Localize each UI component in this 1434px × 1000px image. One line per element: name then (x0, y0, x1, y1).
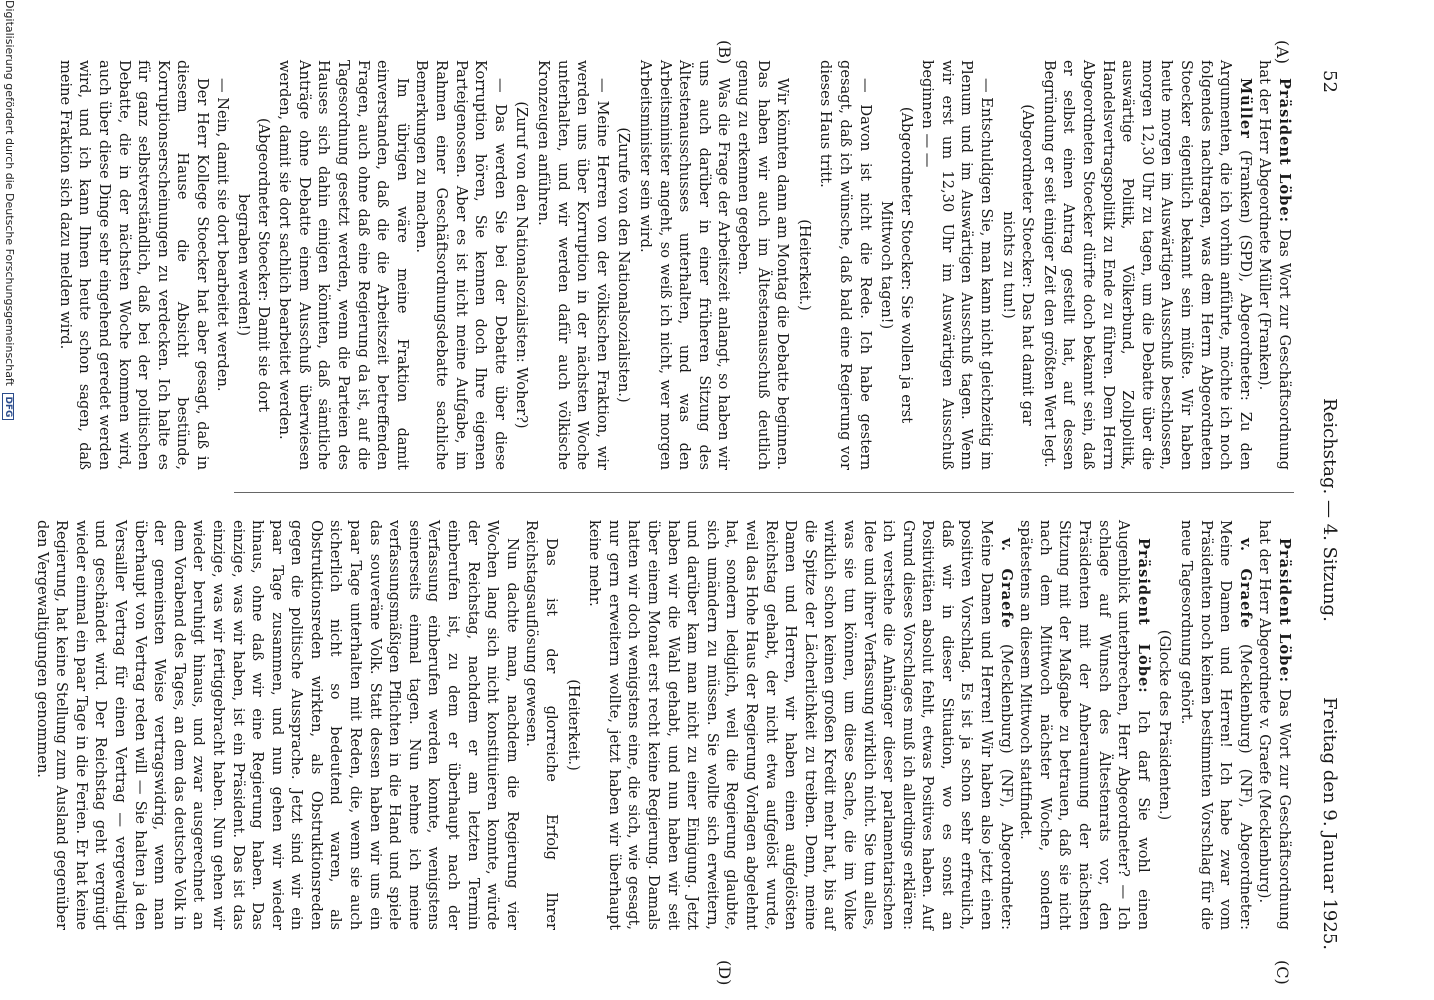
speech-paragraph (1255, 520, 1294, 930)
speech-text: — Nein, damit sie dort bearbeitet werden. (213, 78, 231, 392)
speaker-name: Präsident Löbe: (1276, 78, 1293, 224)
speech-paragraph (533, 60, 611, 470)
page-header (1314, 70, 1342, 950)
stage-direction: (Glocke des Präsidenten.) (1156, 629, 1174, 821)
speech-paragraph (212, 60, 232, 470)
stage-direction: (Zurufe von den Nationalsozialisten.) (615, 127, 633, 403)
speech-text: (Mecklenburg) (NF), Abgeordneter: Meine Damen und Herren! Wir haben also jetzt einen positiven Vorschlag. Es ist ja schon sehr erfreulich, daß wir in dieser Situation, wo es sonst an Positivitäten absolut fehlt, etwas Positives haben. Auf Grund dieses Vorschlages muß ich allerdings erklären: ich verstehe die Anhänger dieser parlamentarischen Idee und ihrer Verfassung wirklich nicht. Sie tun alles, was sie tun können, um diese Sache, die im Volke wirklich schon keinen großen Kredit mehr hat, bis auf die Spitze der Lächerlichkeit zu treiben. Denn, meine Damen und Herren, wir haben einen aufgelösten Reichstag gehabt, der nicht etwa aufgelöst wurde, weil das Hohe Haus der Regierung Vorlagen abgelehnt hat, sondern lediglich, weil die Regierung glaubte, sich umändern zu müssen. Sie wollte sich erweitern, und darüber kam man nicht zu einer Einigung. Jetzt haben wir die Wahl gehabt, und nun haben wir seit über einem Monat erst recht keine Regierung. Damals hatten wir doch wenigstens eine, die sich, wie gesagt, nur gern erweitern wollte, jetzt haben wir überhaupt keine mehr. (586, 520, 1015, 930)
speech-text: Das ist der glorreiche Erfolg Ihrer Reichstagsauflösung gewesen. (523, 520, 561, 930)
margin-marker-a: (A) (1273, 40, 1292, 65)
header-date: Freitag den 9. Januar 1925. (1319, 697, 1340, 950)
speech-text: Was die Frage der Arbeitszeit anlangt, so haben wir uns auch darüber in einer früheren Sitzung des Ältestenausschusses unterhalten, und was den Arbeitsminister angeht, so weiß ich nicht, wer morgen Arbeitsminister sein wird. (637, 60, 733, 470)
running-title: Reichstag. — 4. Sitzung. (1319, 398, 1340, 622)
speech-text: Wir könnten dann am Montag die Debatte beginnen. Das haben wir auch im Ältestenausschuß deutlich genug zu erkennen gegeben. (734, 60, 792, 470)
speaker-name: v. Graefe (997, 538, 1015, 629)
speech-text: — Entschuldigen Sie, man kann nicht gleichzeitig im Plenum und im Auswärtigen Ausschuß tagen. Wenn wir erst um 12,30 Uhr im Auswärtigen Ausschuß beginnen — — (919, 60, 996, 470)
speech-paragraph (1016, 520, 1153, 930)
column-divider (234, 492, 1294, 493)
speech-text: — Davon ist nicht die Rede. Ich habe gestern gesagt, daß ich wünsche, daß bald eine Regierung vor dieses Haus tritt. (817, 60, 874, 470)
page-number: 52 (1319, 70, 1340, 93)
speech-paragraph (32, 520, 522, 930)
speech-paragraph (585, 520, 1016, 930)
stage-direction: (Heiterkeit.) (564, 679, 582, 771)
speech-paragraph (816, 60, 875, 470)
speech-text: Nun dachte man, nachdem die Regierung vier Wochen lang sich nicht konstituieren konnte, würde der Reichstag, nachdem er am letzten Termin einberufen ist, zu dem er überhaupt nach der Verfassung einberufen werden konnte, wenigstens seinerseits einmal tagen. Nun nehme ich meine verfassungsmäßigen Pflichten in die Hand und spiele das souveräne Volk. Statt dessen haben wir uns ein paar Tage unterhalten mit Reden, die, wenn sie auch sicherlich nicht so bedeutend waren, als Obstruktionsreden wirkten, als Obstruktionsreden gegen die politische Aussprache. Jetzt sind wir ein paar Tage zusammen, und nun gehen wir wieder hinaus, ohne daß wir eine Regierung haben. Das einzige, was wir haben, ist ein Präsident. Das ist das einzige, was wir fertiggebracht haben. Nun gehen wir wieder beruhigt hinaus, und zwar ausgerechnet an dem Vorabend des Tages, an dem das deutsche Volk in der gemeinsten Weise vertragswidrig, wenn man überhaupt von Vertrag reden will — Sie halten ja den Versailler Vertrag für einen Vertrag — vergewaltigt und geschändet wird. Der Reichstag geht vergnügt wieder einmal ein paar Tage in die Ferien. Er hat keine Regierung, hat keine Stellung zum Ausland gegenüber den Vergewaltigungen genommen. (33, 520, 521, 930)
speech-paragraph (635, 60, 733, 470)
speech-paragraph (412, 60, 510, 470)
stage-direction: (Heiterkeit.) (795, 219, 813, 311)
speaker-name: Präsident Löbe: (1134, 538, 1152, 694)
speech-text: (Mecklenburg) (NF), Abgeordneter: Meine Damen und Herren! Ich habe zwar vom Präsidenten noch keinen bestimmten Vorschlag für die neue Tagesordnung gehört. (1178, 520, 1254, 930)
speech-paragraph (733, 60, 792, 470)
stage-direction: (Abgeordneter Stoecker: Sie wollen ja erst Mittwoch tagen!) (878, 106, 915, 424)
stage-direction: (Zuruf von den Nationalsozialisten: Woher?) (513, 101, 531, 429)
speaker-name: v. Graefe (1236, 538, 1254, 629)
speech-paragraph (1176, 520, 1254, 930)
speech-paragraph (1255, 60, 1294, 470)
speech-paragraph (55, 60, 212, 470)
dfg-logo: DFG (2, 393, 14, 420)
speech-text: Das Wort zur Geschäftsordnung hat der Herr Abgeordnete Müller (Franken). (1256, 60, 1293, 470)
stage-direction: (Abgeordneter Stoecker: Damit sie dort begraben werden!) (235, 117, 272, 413)
speech-text: (Franken) (SPD), Abgeordneter: Zu den Argumenten, die ich vorhin anführte, möchte ich noch folgendes nachtragen, was dem Herrn Abgeordneten Stoecker eigentlich bekannt sein müßte. Wir haben heute morgen im Auswärtigen Ausschuß beschlossen, morgen 12,30 Uhr zu tagen, um die Debatte über die auswärtige Politik, Völkerbund, Zollpolitik, Handelsvertragspolitik zu Ende zu führen. Dem Herrn Abgeordneten Stoecker dürfte doch bekannt sein, daß er selbst einen Antrag gestellt hat, auf dessen Begründung er seit einiger Zeit den größten Wert legt. (1040, 60, 1254, 470)
speech-text: Ich darf Sie wohl einen Augenblick unterbrechen, Herr Abgeordneter? — Ich schlage auf Wunsch des Ältestenrats vor, den Präsidenten mit der Anberaumung der nächsten Sitzung mit der Maßgabe zu betrauen, daß sie nicht nach dem Mittwoch nächster Woche, sondern spätestens an diesem Mittwoch stattfindet. (1017, 520, 1152, 930)
speech-paragraph (522, 520, 561, 930)
speaker-name: Müller (1236, 78, 1254, 139)
margin-marker-d: (D) (715, 960, 734, 986)
footer-text: Digitalisierung gefördert durch die Deutsche Forschungsgemeinschaft (3, 0, 16, 386)
speech-paragraph (1039, 60, 1255, 470)
left-column (56, 60, 1294, 470)
digitization-footer (2, 0, 16, 420)
speech-text: Das Wort zur Geschäftsordnung hat der Herr Abgeordnete v. Graefe (Mecklenburg). (1256, 520, 1293, 930)
margin-marker-b: (B) (715, 40, 734, 65)
speech-paragraph (918, 60, 996, 470)
speech-paragraph (275, 60, 412, 470)
speech-text: Im übrigen wäre meine Fraktion damit einverstanden, daß die die Arbeitszeit betreffenden Fragen, auch ohne daß eine Regierung da ist, auf die Tagesordnung gesetzt werden, wenn die Parteien des Hauses sich dahin einigen könnten, daß sämtliche Anträge ohne Debatte einem Ausschuß überwiesen werden, damit sie dort sachlich bearbeitet werden. (276, 60, 411, 470)
speech-text: — Meine Herren von der völkischen Fraktion, wir werden uns über Korruption in der nächsten Woche unterhalten, und wir werden dafür auch völkische Kronzeugen anführen. (535, 60, 611, 470)
right-column (33, 520, 1294, 930)
speech-text: — Das werden Sie bei der Debatte über diese Korruption hören, Sie kennen doch Ihre eigenen Parteigenossen. Aber es ist nicht meine Aufgabe, im Rahmen einer Geschäftsordnungsdebatte sachliche Bemerkungen zu machen. (413, 60, 509, 470)
speech-text: Der Herr Kollege Stoecker hat aber gesagt, daß in diesem Hause die Absicht bestünde, Korruptionserscheinungen zu verdecken. Ich halte es für ganz selbstverständlich, daß bei der politischen Debatte, die in der nächsten Woche kommen wird, auch über diese Dinge sehr eingehend geredet werden wird, und ich kann Ihnen heute schon sagen, daß meine Fraktion sich dazu melden wird. (56, 60, 211, 470)
speaker-name: Präsident Löbe: (1276, 538, 1293, 684)
margin-marker-c: (C) (1273, 960, 1292, 985)
stage-direction: (Abgeordneter Stoecker: Das hat damit gar nichts zu tun!) (999, 104, 1037, 426)
